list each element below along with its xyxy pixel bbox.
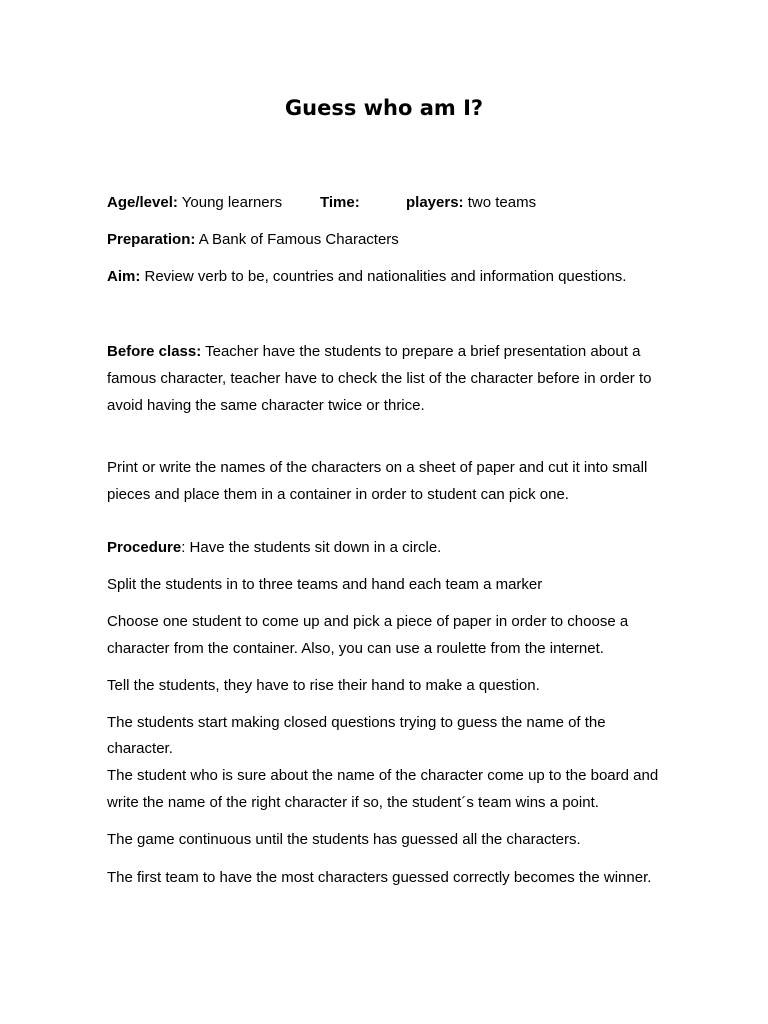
step-sure-line-1: The student who is sure about the name of the character come up to the board and	[107, 767, 659, 784]
step-tell: Tell the students, they have to rise their hand to make a question.	[107, 677, 540, 694]
step-split: Split the students in to three teams and hand each team a marker	[107, 576, 543, 593]
step-sure-line-2: write the name of the right character if so, the student´s team wins a point.	[107, 794, 599, 811]
meta-line	[107, 193, 677, 213]
preparation-value: A Bank of Famous Characters	[195, 231, 399, 248]
age-level-value: Young learners	[177, 194, 283, 211]
procedure-text: : Have the students sit down in a circle.	[181, 539, 442, 556]
aim-value: Review verb to be, countries and nationalities and information questions.	[140, 268, 627, 285]
print-para-line-1: Print or write the names of the characters on a sheet of paper and cut it into small	[107, 459, 648, 476]
time-label: Time:	[320, 194, 360, 211]
procedure-label: Procedure	[107, 539, 182, 556]
before-class-line-2: famous character, teacher have to check the list of the character before in order to	[107, 370, 652, 387]
step-choose-line-2: character from the container. Also, you can use a roulette from the internet.	[107, 640, 604, 657]
before-class-line-3: avoid having the same character twice or thrice.	[107, 397, 425, 414]
aim-label: Aim:	[107, 268, 141, 285]
players-value: two teams	[463, 194, 537, 211]
before-class-text: Teacher have the students to prepare a brief presentation about a	[201, 343, 641, 360]
preparation-line	[107, 230, 677, 250]
step-start-line-1: The students start making closed questions trying to guess the name of the	[107, 714, 606, 731]
before-class-line-1	[107, 342, 677, 362]
procedure-line	[107, 538, 677, 558]
page-title: Guess who am I?	[284, 96, 484, 120]
print-para-line-2: pieces and place them in a container in order to student can pick one.	[107, 486, 569, 503]
step-continuous: The game continuous until the students has guessed all the characters.	[107, 831, 581, 848]
players-label: players:	[406, 194, 464, 211]
players-field	[406, 193, 536, 213]
before-class-label: Before class:	[107, 343, 202, 360]
step-start-line-2: character.	[107, 740, 173, 757]
age-level-label: Age/level:	[107, 194, 178, 211]
preparation-label: Preparation:	[107, 231, 196, 248]
step-first-team: The first team to have the most characters guessed correctly becomes the winner.	[107, 869, 652, 886]
step-choose-line-1: Choose one student to come up and pick a piece of paper in order to choose a	[107, 613, 629, 630]
aim-line	[107, 267, 677, 287]
